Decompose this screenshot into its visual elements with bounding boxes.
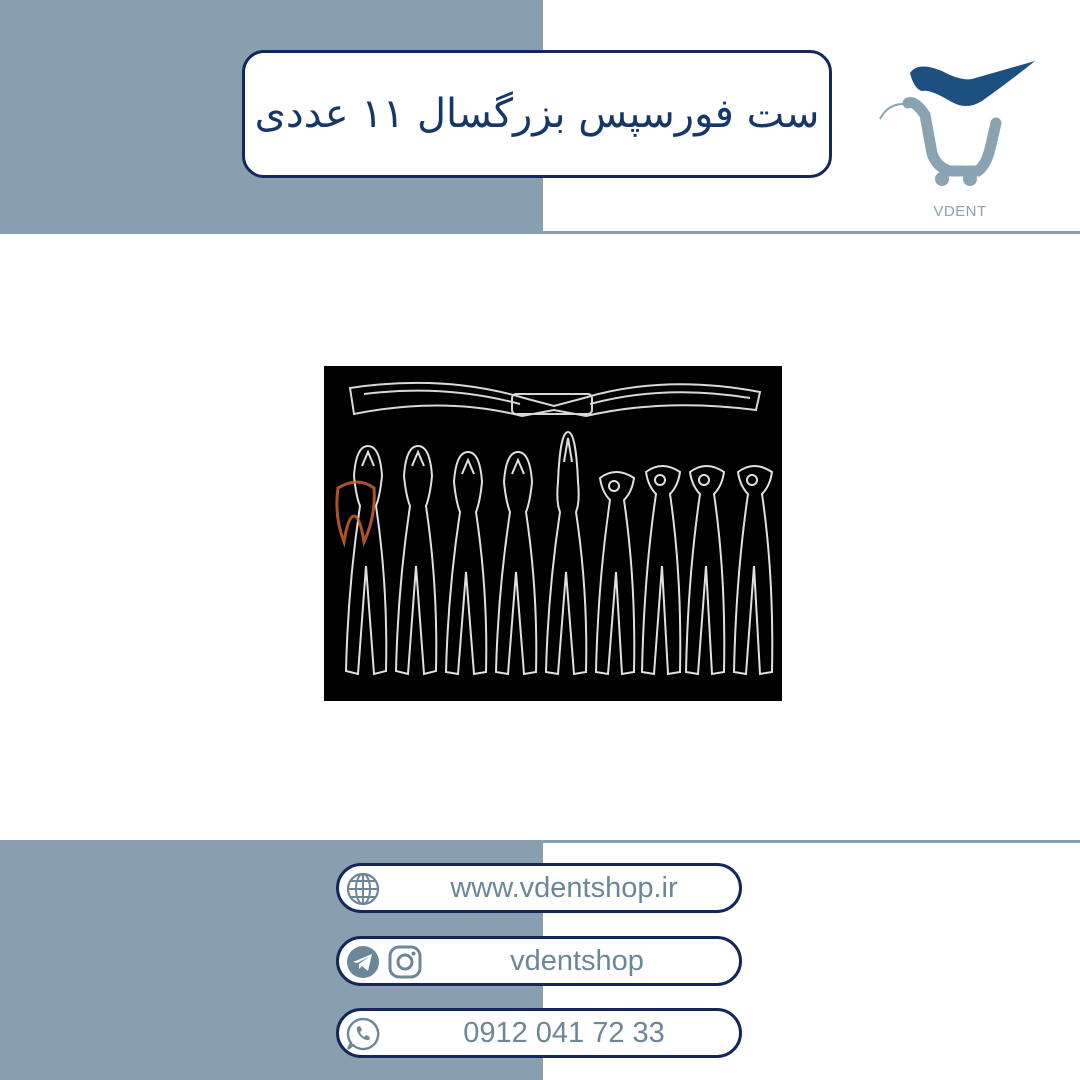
brand-logo — [870, 45, 1050, 225]
forceps-set-image — [324, 366, 782, 701]
website-text: www.vdentshop.ir — [450, 871, 678, 904]
header-divider — [543, 231, 1080, 234]
whatsapp-icon — [345, 1016, 381, 1052]
footer-divider — [543, 840, 1080, 843]
page-title: ست فورسپس بزرگسال ۱۱ عددی — [254, 91, 820, 137]
phone-link[interactable] — [336, 1008, 742, 1058]
phone-text: 0912 041 72 33 — [463, 1016, 665, 1049]
website-link[interactable] — [336, 863, 742, 913]
tooth-cart-logo-icon — [870, 45, 1050, 205]
social-handle-text: vdentshop — [510, 944, 644, 977]
globe-icon — [345, 871, 381, 907]
social-link[interactable] — [336, 936, 742, 986]
title-card — [242, 50, 832, 178]
instagram-icon — [387, 944, 423, 980]
brand-name: VDENT — [933, 203, 987, 220]
telegram-icon — [345, 944, 381, 980]
